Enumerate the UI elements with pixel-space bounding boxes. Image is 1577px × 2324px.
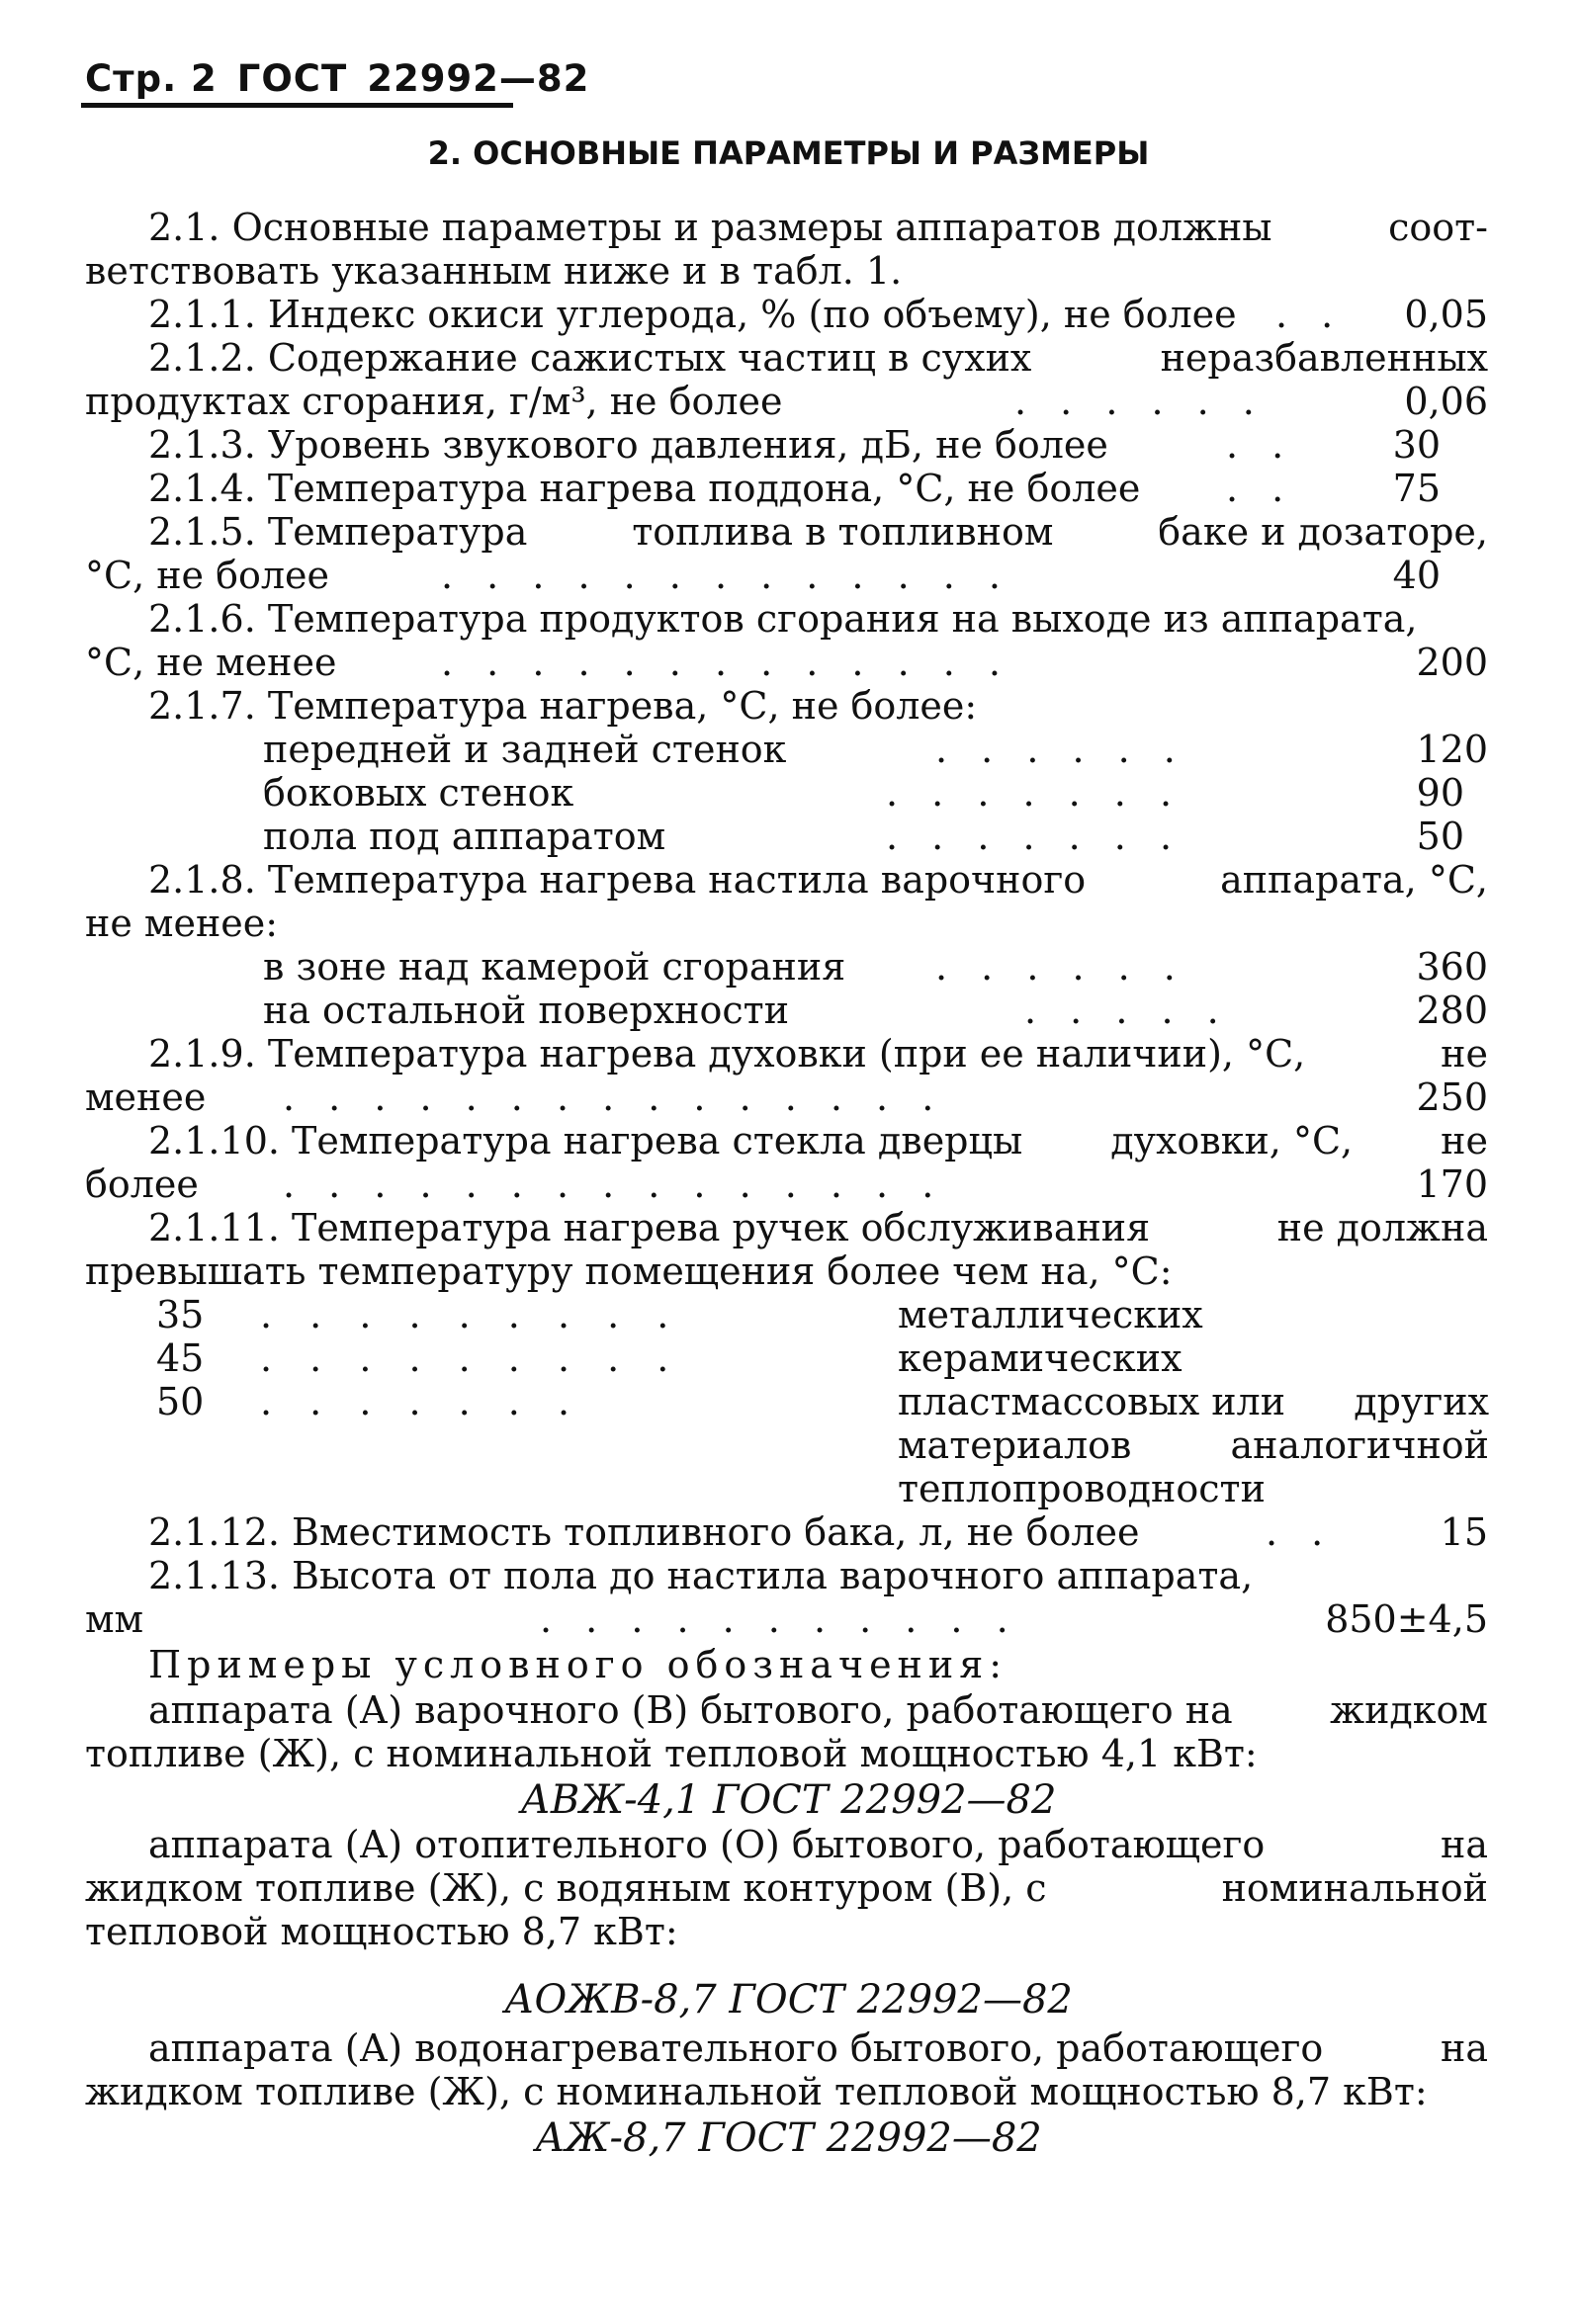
header-rule: [81, 103, 513, 108]
page-header: [85, 57, 609, 100]
example-3-line1: аппарата (А) водонагревательного бытового, работающего на: [148, 2026, 1488, 2070]
param-2-1-11-line1: 2.1.11. Температура нагрева ручек обслуживания не должна: [148, 1206, 1488, 1249]
param-2-1-2-line1: 2.1.2. Содержание сажистых частиц в сухих неразбавленных: [148, 336, 1488, 380]
example-2-designation: АОЖВ-8,7 ГОСТ 22992—82: [504, 1977, 1073, 2023]
param-2-1-7-title: 2.1.7. Температура нагрева, °С, не более:: [148, 684, 978, 728]
param-2-1-10-line1: 2.1.10. Температура нагрева стекла дверцы духовки, °С, не: [148, 1119, 1488, 1162]
param-2-1-5-line1: 2.1.5. Температура топлива в топливном баке и дозаторе,: [148, 510, 1488, 554]
section-title: 2. ОСНОВНЫЕ ПАРАМЕТРЫ И РАЗМЕРЫ: [427, 134, 1150, 172]
example-3-designation: АЖ-8,7 ГОСТ 22992—82: [535, 2115, 1042, 2161]
example-1-designation: АВЖ-4,1 ГОСТ 22992—82: [520, 1777, 1057, 1823]
example-3-line2: жидком топливе (Ж), с номинальной тепловой мощностью 8,7 кВт:: [85, 2070, 1428, 2113]
param-2-1-11-line2: превышать температуру помещения более чем на, °С:: [85, 1249, 1173, 1293]
param-2-1-8-line2: не менее:: [85, 902, 279, 945]
example-1-line2: топливе (Ж), с номинальной тепловой мощностью 4,1 кВт:: [85, 1732, 1258, 1775]
example-2-line3: тепловой мощностью 8,7 кВт:: [85, 1910, 678, 1953]
example-1-line1: аппарата (А) варочного (В) бытового, работающего на жидком: [148, 1688, 1488, 1732]
para-2-1-line1: 2.1. Основные параметры и размеры аппаратов должны соот-: [148, 206, 1488, 249]
example-2-line1: аппарата (А) отопительного (О) бытового, работающего на: [148, 1823, 1488, 1866]
example-2-line2: жидком топливе (Ж), с водяным контуром (В), с номинальной: [85, 1866, 1488, 1910]
param-2-1-13-line1: 2.1.13. Высота от пола до настила варочного аппарата,: [148, 1554, 1254, 1597]
document-page: Стр. 2 ГОСТ 22992—82 2. ОСНОВНЫЕ ПАРАМЕТРЫ И РАЗМЕРЫ 2.1. Основные параметры и размеры аппаратов должны соот- ветствовать указанным ниже и в табл. 1. 2.1.1. Индекс окиси углерода, % (по объему), не более . . 0,05 2.1.2. Содержание сажистых частиц в сухих неразбавленных продуктах сгорания, г/м³, не более . . . . . . 0,06 2.1.3. Уровень звукового давления, дБ, не более . . 30 2.1.4. Температура нагрева поддона, °С, не более . . 75 2.1.5. Температура топлива в топливном баке и дозаторе, °С, не более . . . . . . . . . . . . . 40 2.1.6. Температура продуктов сгорания на выходе из аппарата, °С, не менее . . . . . . . . . . . . . 200 2.1.7. Температура нагрева, °С, не более: передней и задней стенок . . . . . . 120 боковых стенок . . . . . . . 90 пола под аппаратом . . . . . . . 50 2.1.8. Температура нагрева настила варочного аппарата, °С, не менее: в зоне над камерой сгорания . . . . . . 360 на остальной поверхности . . . . . 280 2.1.9. Температура нагрева духовки (при ее наличии), °С, не менее . . . . . . . . . . . . . . . 250 2.1.10. Температура нагрева стекла дверцы духовки, °С, не более . . . . . . . . . . . . . . . 170 2.1.11. Температура нагрева ручек обслуживания не должна превышать температуру помещения более чем на, °С: 35 . . . . . . . . . металлических 45 . . . . . . . . . керамических 50 . . . . . . . пластмассовых или других материалов аналогичной теплопроводности 2.1.12. Вместимость топливного бака, л, не более . . 15 2.1.13. Высота от пола до настила варочного аппарата, мм . . . . . . . . . . . 850±4,5 Примеры условного обозначения: аппарата (А) варочного (В) бытового, работающего на жидком топливе (Ж), с номинальной тепловой мощностью 4,1 кВт: АВЖ-4,1 ГОСТ 22992—82 аппарата (А) отопительного (О) бытового, работающего на жидком топливе (Ж), с водяным контуром (В), с номинальной тепловой мощностью 8,7 кВт: АОЖВ-8,7 ГОСТ 22992—82 аппарата (А) водонагревательного бытового, работающего на жидком топливе (Ж), с номинальной тепловой мощностью 8,7 кВт: АЖ-8,7 ГОСТ 22992—82: [0, 0, 1577, 2324]
param-2-1-9-line1: 2.1.9. Температура нагрева духовки (при ее наличии), °С, не: [148, 1032, 1488, 1076]
param-2-1-8-line1: 2.1.8. Температура нагрева настила варочного аппарата, °С,: [148, 858, 1488, 902]
examples-heading: Примеры условного обозначения:: [148, 1643, 1008, 1686]
standard-label: ГОСТ: [236, 57, 348, 100]
standard-number: 22992—82: [367, 57, 590, 100]
param-2-1-6-line1: 2.1.6. Температура продуктов сгорания на выходе из аппарата,: [148, 597, 1418, 641]
para-2-1-line2: ветствовать указанным ниже и в табл. 1.: [85, 249, 903, 293]
page-number: Стр. 2: [85, 57, 218, 100]
